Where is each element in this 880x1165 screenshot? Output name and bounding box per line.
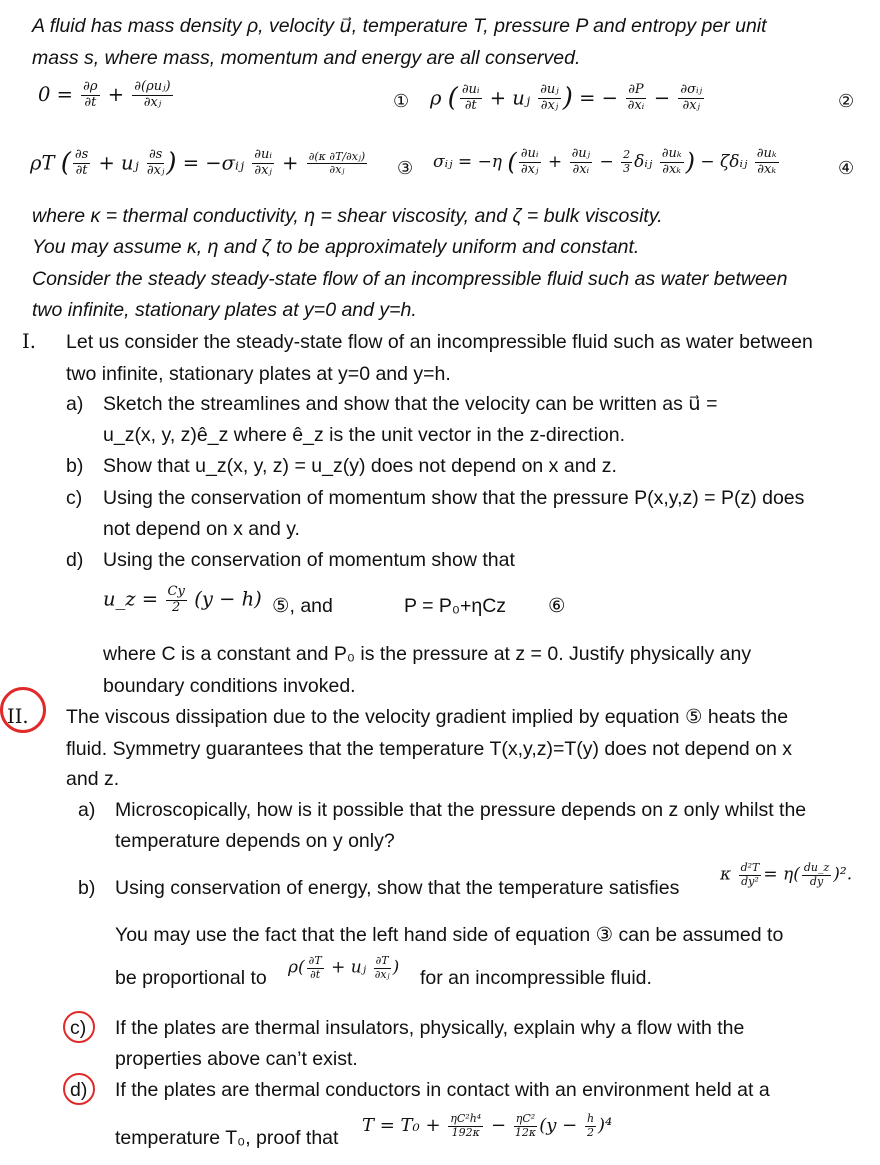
intro-line-2: mass s, where mass, momentum and energy are all conserved. <box>32 47 581 69</box>
definitions-line-4: two infinite, stationary plates at y=0 and y=h. <box>32 299 417 321</box>
part-2d-label: d) <box>70 1079 88 1101</box>
part-2a-label: a) <box>78 799 96 821</box>
part-2b-line-3: be proportional to <box>115 967 267 989</box>
equation-5-tag: ⑤, and <box>272 595 333 617</box>
part-1-numeral: I. <box>22 330 36 353</box>
part-2-intro-3: and z. <box>66 768 120 790</box>
equation-6: P = P₀+ηCz <box>404 595 507 617</box>
part-2-intro-1: The viscous dissipation due to the velocity gradient implied by equation ⑤ heats the <box>66 706 789 728</box>
part-1b-label: b) <box>66 455 84 477</box>
equation-2-number: ② <box>838 91 855 112</box>
part-2d-equation: T = T₀ + $\frac{\text{ηC²h⁴}}{192\kappa}$ − $\frac{\text{ηC²}}{12\kappa}$ (y − $\frac{h}{2}$ )⁴ <box>362 1112 613 1139</box>
equation-3-number: ③ <box>397 158 414 179</box>
part-2b-line-3-end: for an incompressible fluid. <box>420 967 652 989</box>
equation-2: ρ ( $\frac{\text{∂uᵢ}}{\partial t}$ + uⱼ $\frac{\text{∂uⱼ}}{\text{∂xⱼ}}$ ) = − $\frac{\partial P}{\text{∂xᵢ}}$ − $\frac{\text{∂σᵢⱼ}}{\text{∂xⱼ}}$ <box>430 82 703 114</box>
part-1a-line-1: Sketch the streamlines and show that the velocity can be written as u⃗ = <box>103 393 718 415</box>
part-1c-line-1: Using the conservation of momentum show that the pressure P(x,y,z) = P(z) does <box>103 487 805 509</box>
part-2c-line-1: If the plates are thermal insulators, physically, explain why a flow with the <box>115 1017 745 1039</box>
part-2b-label: b) <box>78 877 96 899</box>
part-2-intro-2: fluid. Symmetry guarantees that the temperature T(x,y,z)=T(y) does not depend on x <box>66 738 793 760</box>
equation-5: u_z = $\frac{Cy}{2}$ (y − h) <box>103 584 262 615</box>
part-2c-line-2: properties above can’t exist. <box>115 1048 358 1070</box>
equation-3: ρT ( $\frac{\partial s}{\partial t}$ + uⱼ $\frac{\partial s}{\text{∂xⱼ}}$ ) = −σᵢⱼ $\frac{\text{∂uᵢ}}{\text{∂xⱼ}}$ + $\frac{\text{∂(κ ∂T/∂xⱼ)}}{\text{∂xⱼ}}$ <box>30 147 366 179</box>
part-1a-line-2: u_z(x, y, z)ê_z where ê_z is the unit vector in the z-direction. <box>103 424 626 446</box>
equation-1: 0 = $\frac{\partial\rho}{\partial t}$ + $\frac{\text{∂(ρuⱼ)}}{\text{∂xⱼ}}$ <box>38 79 171 110</box>
equation-4: σᵢⱼ = −η ( $\frac{\text{∂uᵢ}}{\text{∂xⱼ}}$ + $\frac{\text{∂uⱼ}}{\text{∂xᵢ}}$ − $\frac{2}{3}$ δᵢⱼ $\frac{\text{∂uₖ}}{\text{∂xₖ}}$ ) − ζδᵢⱼ $\frac{\text{∂uₖ}}{\text{∂xₖ}}$ <box>433 145 777 177</box>
part-2-numeral: II. <box>7 705 29 728</box>
definitions-line-3: Consider the steady steady-state flow of an incompressible fluid such as water between <box>32 268 788 290</box>
definitions-line-1: where κ = thermal conductivity, η = shear viscosity, and ζ = bulk viscosity. <box>32 205 663 227</box>
part-2a-line-1: Microscopically, how is it possible that the pressure depends on z only whilst the <box>115 799 807 821</box>
part-1a-label: a) <box>66 393 84 415</box>
part-1c-label: c) <box>66 487 83 509</box>
equation-1-number: ① <box>393 91 410 112</box>
part-2d-line-1: If the plates are thermal conductors in contact with an environment held at a <box>115 1079 770 1101</box>
part-2b-proportional-expression: ρ( $\frac{\partial T}{\partial t}$ + uⱼ $\frac{\partial T}{\text{∂xⱼ}}$ ) <box>288 954 400 981</box>
definitions-line-2: You may assume κ, η and ζ to be approximately uniform and constant. <box>32 236 640 258</box>
part-2d-line-2: temperature T₀, proof that <box>115 1127 339 1149</box>
equation-6-tag: ⑥ <box>548 595 566 617</box>
part-1d-label: d) <box>66 549 84 571</box>
part-1-intro-2: two infinite, stationary plates at y=0 and y=h. <box>66 363 451 385</box>
part-1-where-1: where C is a constant and P₀ is the pressure at z = 0. Justify physically any <box>103 643 752 665</box>
part-1-intro-1: Let us consider the steady-state flow of an incompressible fluid such as water between <box>66 331 813 353</box>
part-1c-line-2: not depend on x and y. <box>103 518 300 540</box>
part-2b-line-1: Using conservation of energy, show that the temperature satisfies <box>115 877 680 899</box>
part-2b-equation: κ $\frac{\text{d²T}}{\text{dy²}}$ = η( $\frac{du\_z}{dy}$ )². <box>720 861 853 888</box>
part-1d-line: Using the conservation of momentum show that <box>103 549 515 571</box>
part-2c-label: c) <box>70 1017 87 1039</box>
equation-4-number: ④ <box>838 158 855 179</box>
part-1b-line: Show that u_z(x, y, z) = u_z(y) does not depend on x and z. <box>103 455 617 477</box>
part-1-where-2: boundary conditions invoked. <box>103 675 356 697</box>
part-2a-line-2: temperature depends on y only? <box>115 830 395 852</box>
intro-line-1: A fluid has mass density ρ, velocity u⃗, temperature T, pressure P and entropy per unit <box>32 15 767 37</box>
part-2b-line-2: You may use the fact that the left hand side of equation ③ can be assumed to <box>115 924 784 946</box>
